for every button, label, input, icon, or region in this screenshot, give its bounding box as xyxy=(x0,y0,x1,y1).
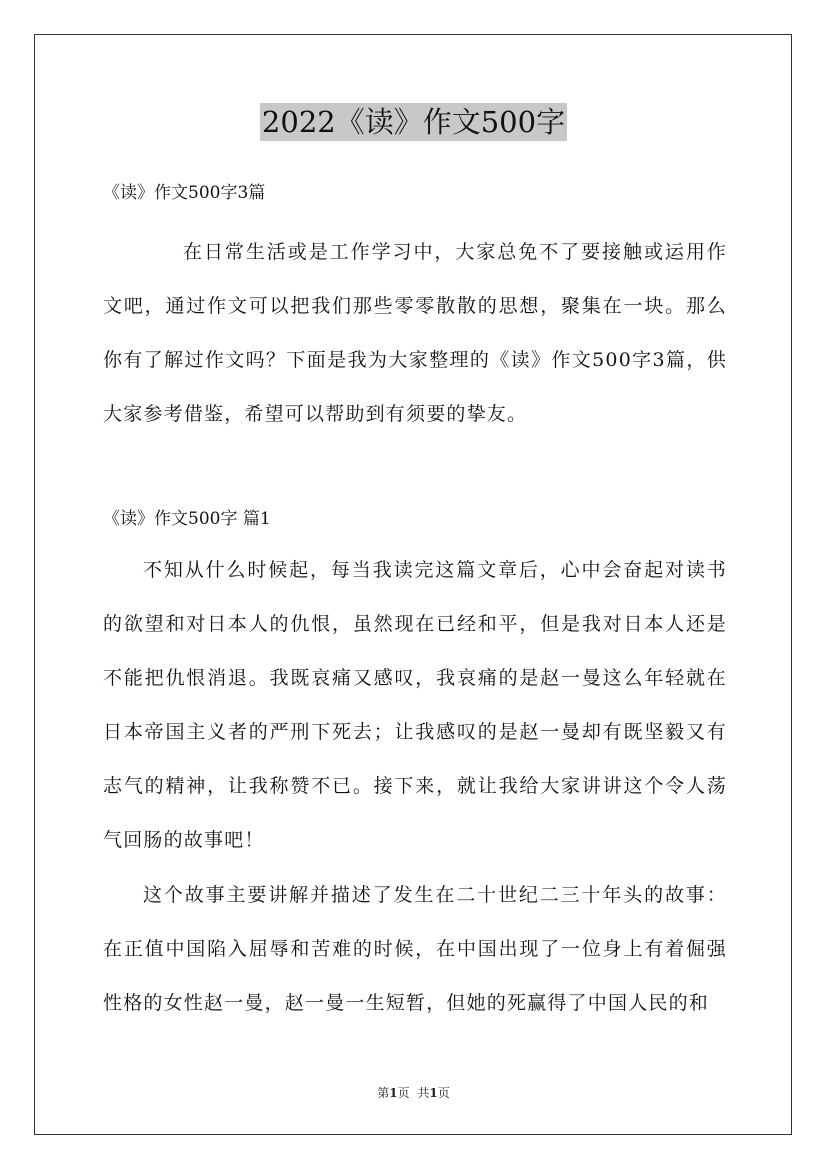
intro-paragraph: 在日常生活或是工作学习中，大家总免不了要接触或运用作文吧，通过作文可以把我们那些零零散散的思想，聚集在一块。那么你有了解过作文吗？下面是我为大家整理的《读》作文500字3篇，供大家参考借鉴，希望可以帮助到有须要的挚友。 xyxy=(103,241,727,425)
body-paragraph-2: 这个故事主要讲解并描述了发生在二十世纪二三十年头的故事：在正值中国陷入屈辱和苦难的时候，在中国出现了一位身上有着倔强性格的女性赵一曼，赵一曼一生短暂，但她的死赢得了中国人民的和 xyxy=(103,884,727,1014)
title-container xyxy=(0,103,827,141)
page-prefix: 第 xyxy=(377,1086,390,1100)
page-number: 1 xyxy=(389,1086,398,1100)
page-suffix: 页 xyxy=(397,1086,410,1100)
body-paragraph-1: 不知从什么时候起，每当我读完这篇文章后，心中会奋起对读书的欲望和对日本人的仇恨，虽然现在已经和平，但是我对日本人还是不能把仇恨消退。我既哀痛又感叹，我哀痛的是赵一曼这么年轻就在日本帝国主义者的严刑下死去；让我感叹的是赵一曼却有既坚毅又有志气的精神，让我称赞不已。接下来，就让我给大家讲讲这个令人荡气回肠的故事吧！ xyxy=(103,559,727,851)
total-pages: 1 xyxy=(429,1086,438,1100)
section-heading: 《读》作文500字 篇1 xyxy=(103,509,271,529)
total-suffix: 页 xyxy=(437,1086,450,1100)
page-footer xyxy=(0,1085,827,1101)
total-prefix: 共 xyxy=(417,1086,430,1100)
document-title: 2022《读》作文500字 xyxy=(261,105,566,139)
collection-heading: 《读》作文500字3篇 xyxy=(103,183,266,203)
